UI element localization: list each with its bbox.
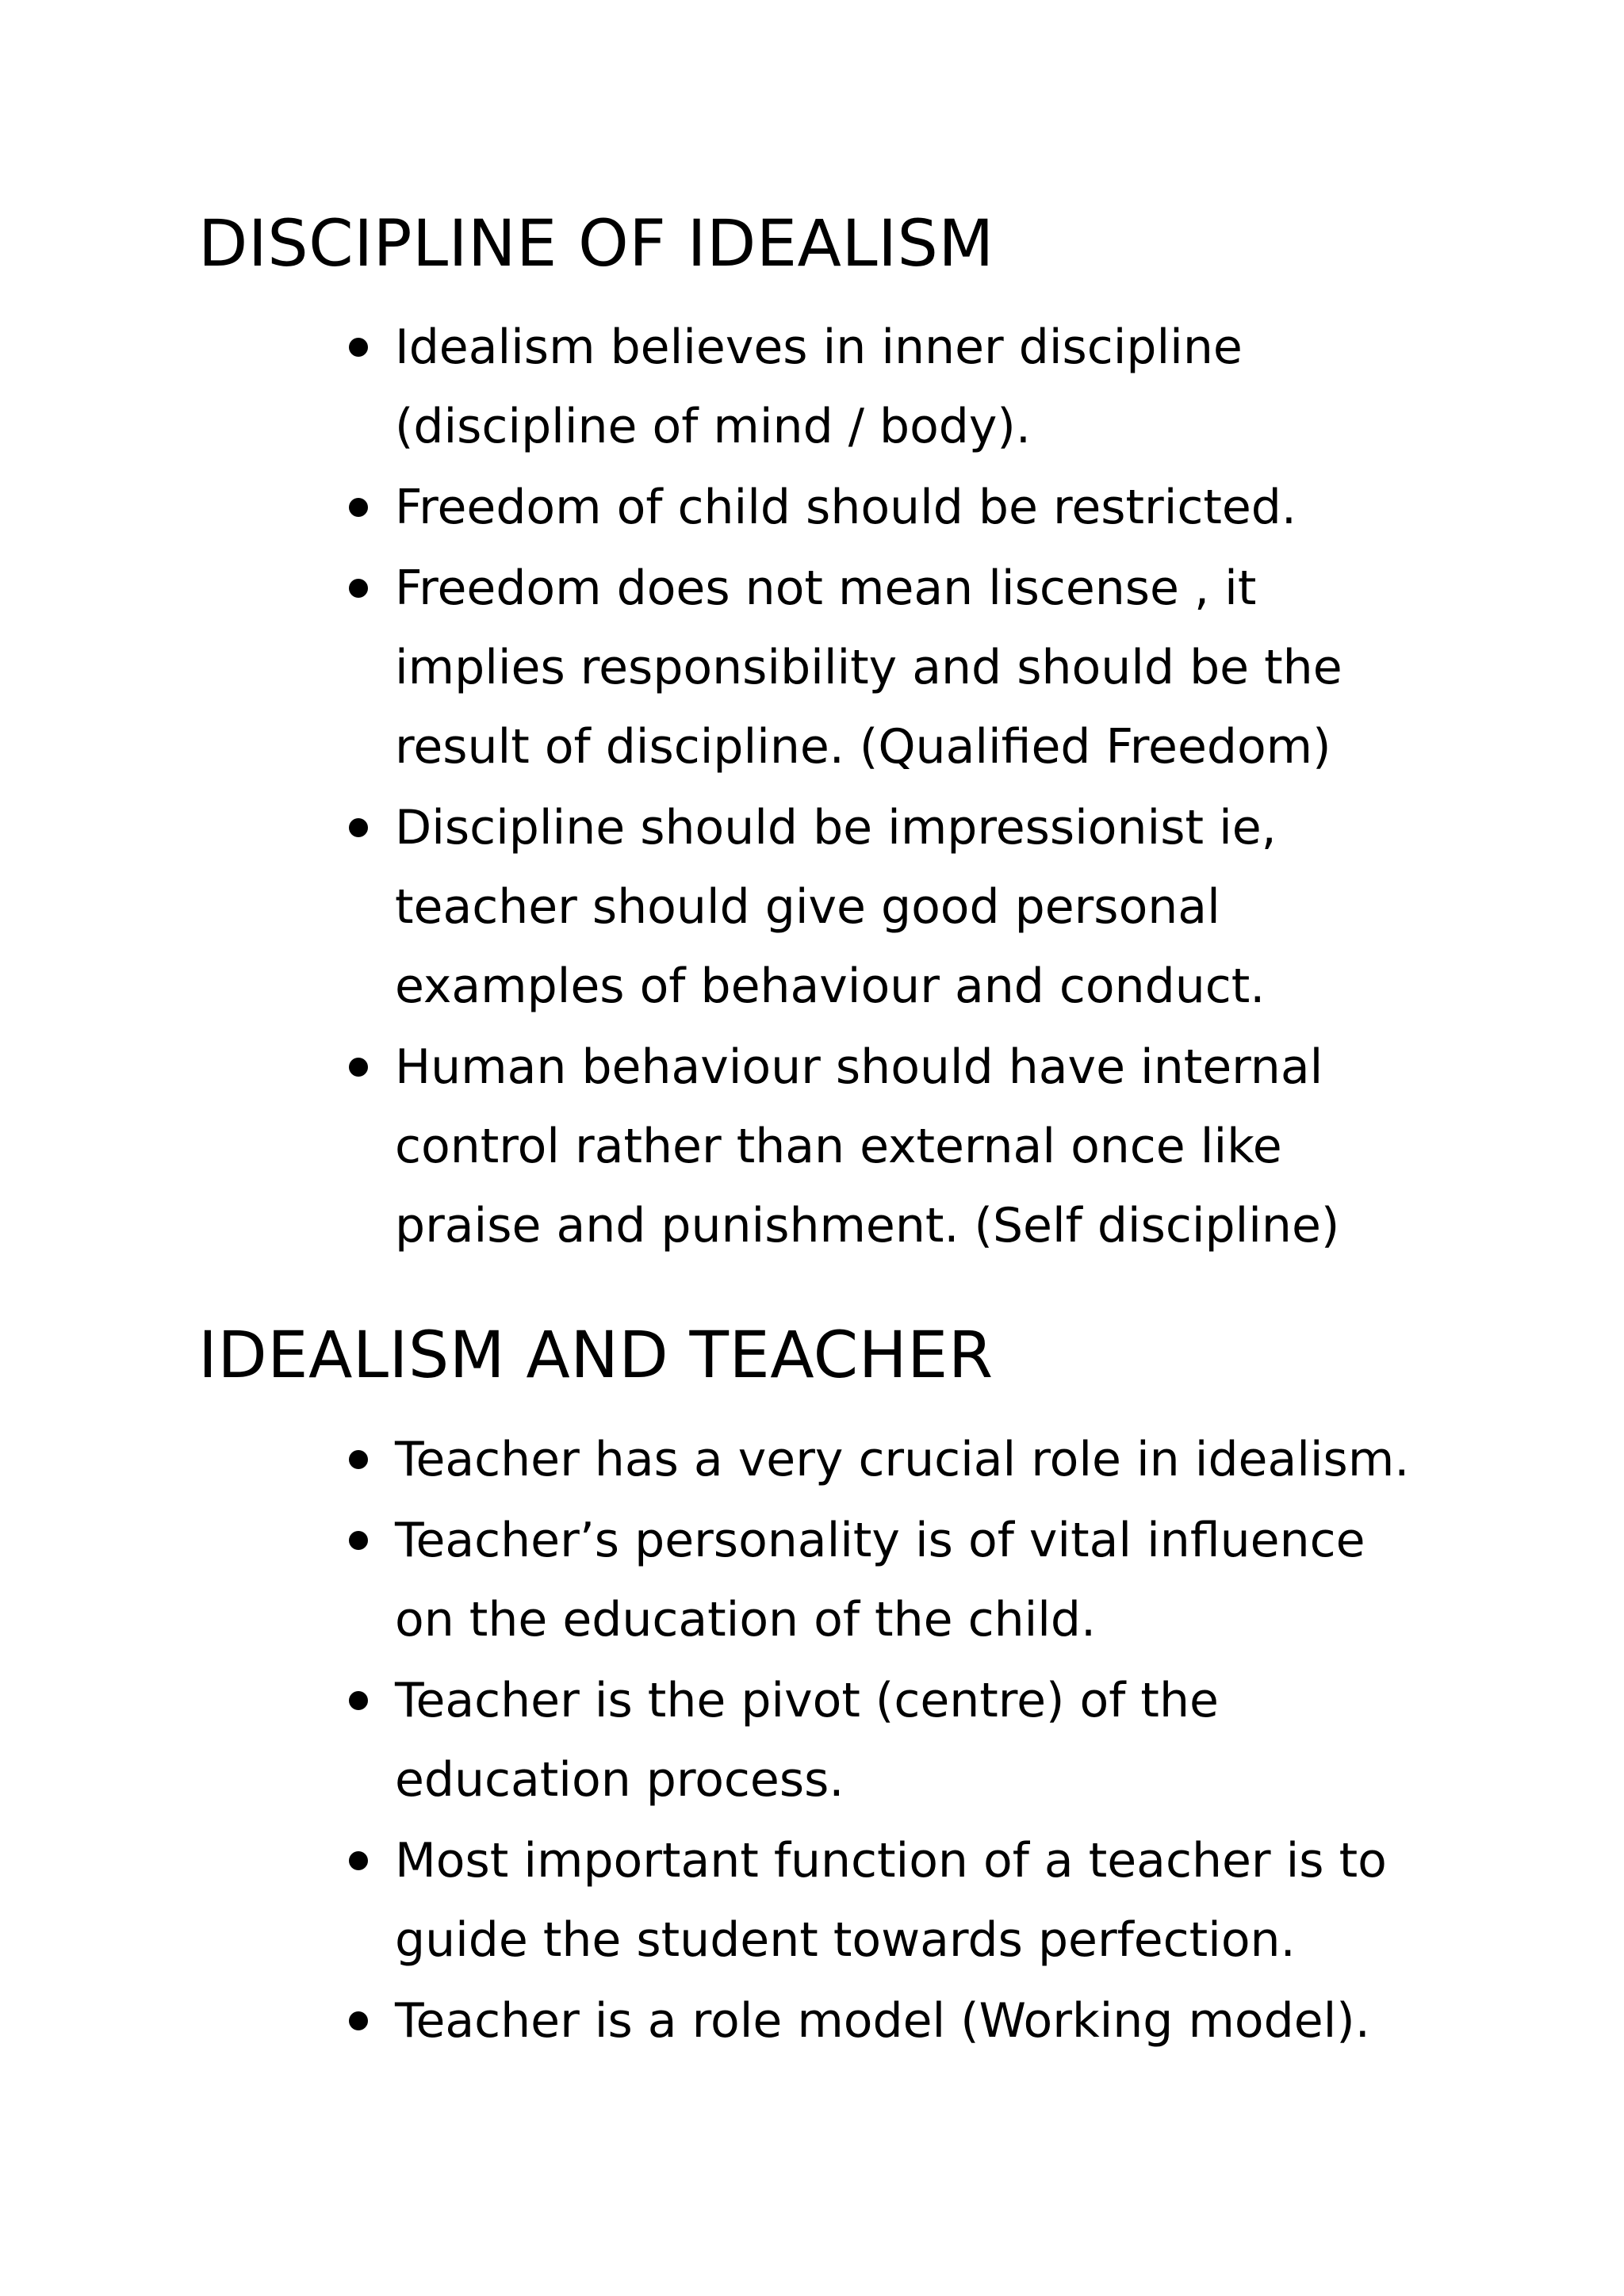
bullet-icon bbox=[349, 2011, 368, 2030]
bullet-icon bbox=[349, 1058, 368, 1077]
bullet-icon bbox=[349, 1531, 368, 1550]
section-discipline-of-idealism bbox=[198, 205, 1546, 1267]
text-line: Idealism believes in inner discipline bbox=[395, 320, 1243, 375]
text-line: praise and punishment. (Self discipline) bbox=[395, 1198, 1340, 1253]
text-line: control rather than external once like bbox=[395, 1119, 1282, 1174]
text-line: Teacher is a role model (Working model). bbox=[395, 1993, 1370, 2049]
text-line: examples of behaviour and conduct. bbox=[395, 959, 1266, 1014]
list-item-text bbox=[395, 549, 1624, 786]
list-item bbox=[395, 308, 1624, 466]
bullet-icon bbox=[349, 1691, 368, 1710]
list-item-text bbox=[395, 788, 1624, 1026]
bullet-icon bbox=[349, 338, 368, 357]
bullet-list bbox=[395, 1420, 1624, 2061]
list-item bbox=[395, 549, 1624, 786]
text-line: Most important function of a teacher is to bbox=[395, 1833, 1387, 1888]
bullet-icon bbox=[349, 818, 368, 837]
list-item bbox=[395, 1420, 1624, 1499]
text-line: teacher should give good personal bbox=[395, 879, 1220, 935]
list-item bbox=[395, 468, 1624, 547]
bullet-icon bbox=[349, 1851, 368, 1870]
text-line: result of discipline. (Qualified Freedom) bbox=[395, 719, 1331, 775]
text-line: Teacher is the pivot (centre) of the bbox=[395, 1673, 1219, 1728]
list-item bbox=[395, 788, 1624, 1026]
list-item bbox=[395, 1501, 1624, 1659]
list-item-text bbox=[395, 1027, 1624, 1265]
text-line: Human behaviour should have internal bbox=[395, 1039, 1323, 1095]
section-heading: DISCIPLINE OF IDEALISM bbox=[198, 207, 994, 281]
text-line: Teacher has a very crucial role in idealism. bbox=[395, 1432, 1410, 1487]
list-item bbox=[395, 1661, 1624, 1820]
list-item-text bbox=[395, 1981, 1624, 2061]
text-line: on the education of the child. bbox=[395, 1592, 1097, 1647]
list-item bbox=[395, 1981, 1624, 2061]
text-line: Teacher’s personality is of vital influence bbox=[395, 1513, 1365, 1568]
list-item-text bbox=[395, 1420, 1624, 1499]
text-line: guide the student towards perfection. bbox=[395, 1912, 1296, 1968]
text-line: (discipline of mind / body). bbox=[395, 399, 1031, 454]
list-item-text bbox=[395, 1661, 1624, 1820]
list-item-text bbox=[395, 308, 1624, 466]
section-heading: IDEALISM AND TEACHER bbox=[198, 1318, 994, 1393]
list-item-text bbox=[395, 1501, 1624, 1659]
text-line: Discipline should be impressionist ie, bbox=[395, 800, 1277, 855]
list-item bbox=[395, 1027, 1624, 1265]
bullet-list bbox=[395, 308, 1624, 1265]
section-idealism-and-teacher bbox=[198, 1316, 1546, 2062]
bullet-icon bbox=[349, 1450, 368, 1469]
list-item-text bbox=[395, 468, 1624, 547]
bullet-icon bbox=[349, 498, 368, 517]
text-line: education process. bbox=[395, 1752, 845, 1808]
list-item bbox=[395, 1821, 1624, 1980]
text-line: Freedom does not mean liscense , it bbox=[395, 561, 1257, 616]
bullet-icon bbox=[349, 579, 368, 598]
text-line: Freedom of child should be restricted. bbox=[395, 480, 1297, 535]
text-line: implies responsibility and should be the bbox=[395, 640, 1342, 695]
list-item-text bbox=[395, 1821, 1624, 1980]
